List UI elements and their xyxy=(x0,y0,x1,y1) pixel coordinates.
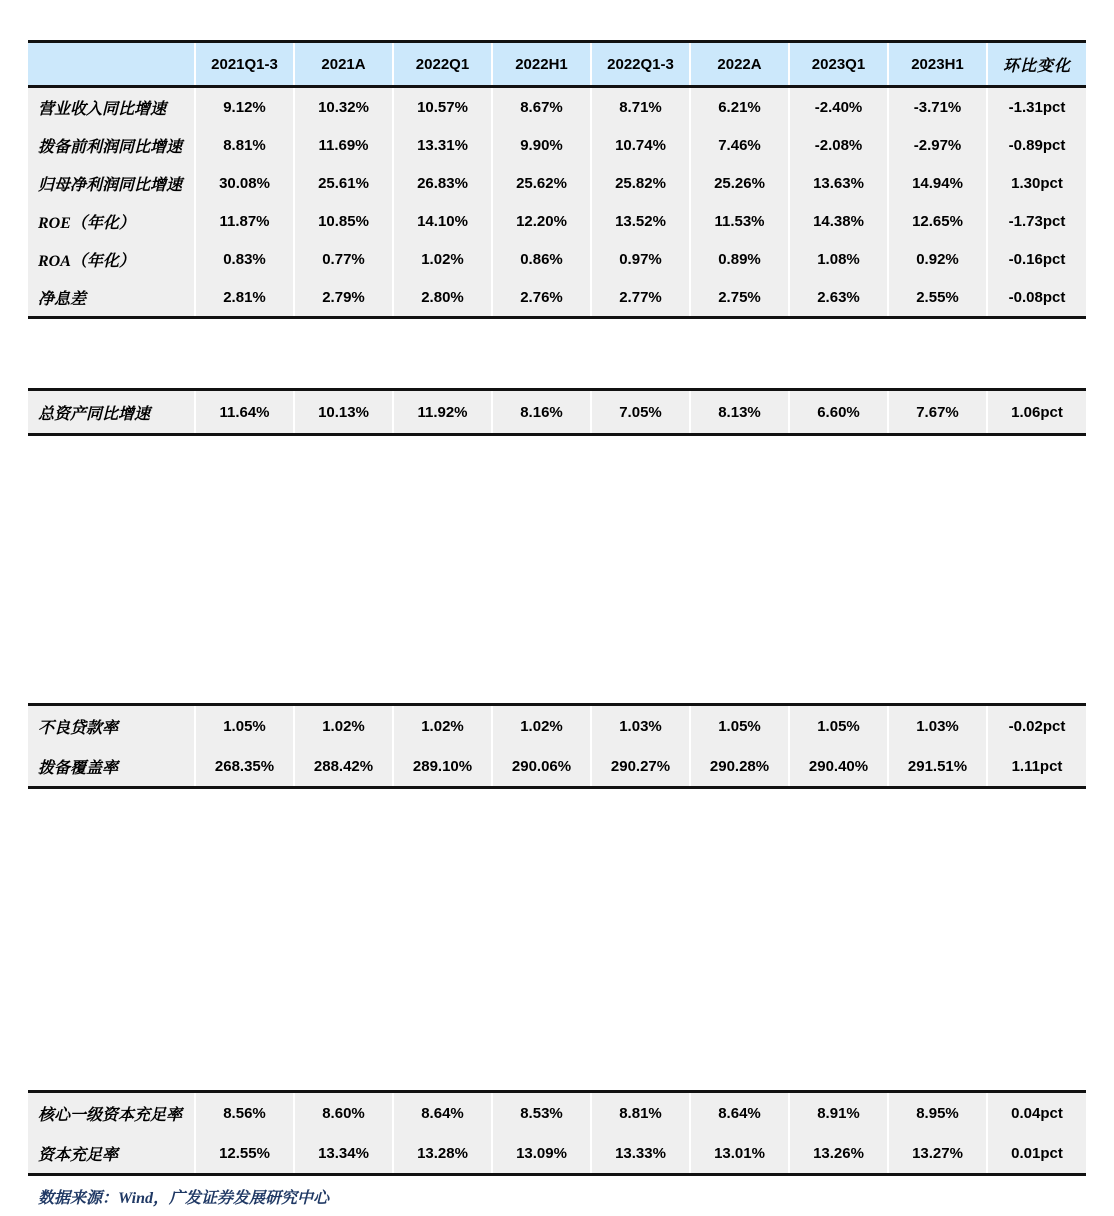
cell-value: 0.01pct xyxy=(987,1133,1086,1175)
cell-value: 290.06% xyxy=(492,746,591,788)
cell-value: 8.53% xyxy=(492,1092,591,1134)
cell-value: 0.92% xyxy=(888,240,987,278)
cell-value: 0.89% xyxy=(690,240,789,278)
cell-value: 1.03% xyxy=(888,705,987,747)
cell-value: 1.11pct xyxy=(987,746,1086,788)
cell-value: 8.91% xyxy=(789,1092,888,1134)
cell-value: 10.57% xyxy=(393,87,492,127)
cell-value: 12.55% xyxy=(195,1133,294,1175)
cell-value: 290.40% xyxy=(789,746,888,788)
cell-value: 12.20% xyxy=(492,202,591,240)
cell-value: 13.26% xyxy=(789,1133,888,1175)
column-header: 2022H1 xyxy=(492,42,591,87)
cell-value: -0.02pct xyxy=(987,705,1086,747)
cell-value: -0.08pct xyxy=(987,278,1086,318)
cell-value: 8.95% xyxy=(888,1092,987,1134)
cell-value: 7.67% xyxy=(888,390,987,435)
table-row xyxy=(28,390,1086,435)
cell-value: 8.56% xyxy=(195,1092,294,1134)
cell-value: 25.26% xyxy=(690,164,789,202)
cell-value: 2.75% xyxy=(690,278,789,318)
table-row xyxy=(28,705,1086,747)
cell-value: 11.53% xyxy=(690,202,789,240)
table-row xyxy=(28,164,1086,202)
table-row xyxy=(28,87,1086,127)
cell-value: 2.76% xyxy=(492,278,591,318)
column-header: 2022Q1-3 xyxy=(591,42,690,87)
cell-value: 1.30pct xyxy=(987,164,1086,202)
header-row xyxy=(28,42,1086,87)
table-section-asset-quality xyxy=(28,703,1086,789)
cell-value: 9.90% xyxy=(492,126,591,164)
cell-value: 290.27% xyxy=(591,746,690,788)
cell-value: 8.71% xyxy=(591,87,690,127)
cell-value: 8.13% xyxy=(690,390,789,435)
cell-value: 13.52% xyxy=(591,202,690,240)
cell-value: 14.38% xyxy=(789,202,888,240)
cell-value: 7.05% xyxy=(591,390,690,435)
row-label: 拨备覆盖率 xyxy=(28,746,195,788)
cell-value: 11.64% xyxy=(195,390,294,435)
column-header: 2021A xyxy=(294,42,393,87)
cell-value: 6.21% xyxy=(690,87,789,127)
row-label: 资本充足率 xyxy=(28,1133,195,1175)
table-row xyxy=(28,202,1086,240)
cell-value: 13.09% xyxy=(492,1133,591,1175)
cell-value: 8.81% xyxy=(195,126,294,164)
cell-value: 1.02% xyxy=(393,705,492,747)
column-header: 2021Q1-3 xyxy=(195,42,294,87)
cell-value: 25.82% xyxy=(591,164,690,202)
cell-value: 2.79% xyxy=(294,278,393,318)
row-label: 不良贷款率 xyxy=(28,705,195,747)
cell-value: 268.35% xyxy=(195,746,294,788)
cell-value: 10.32% xyxy=(294,87,393,127)
cell-value: 0.04pct xyxy=(987,1092,1086,1134)
table-row xyxy=(28,240,1086,278)
cell-value: 1.08% xyxy=(789,240,888,278)
cell-value: 11.92% xyxy=(393,390,492,435)
cell-value: 14.94% xyxy=(888,164,987,202)
cell-value: 13.33% xyxy=(591,1133,690,1175)
cell-value: 0.97% xyxy=(591,240,690,278)
cell-value: 8.60% xyxy=(294,1092,393,1134)
cell-value: 9.12% xyxy=(195,87,294,127)
cell-value: 13.27% xyxy=(888,1133,987,1175)
cell-value: -2.40% xyxy=(789,87,888,127)
cell-value: 288.42% xyxy=(294,746,393,788)
cell-value: 2.81% xyxy=(195,278,294,318)
column-header: 2022A xyxy=(690,42,789,87)
cell-value: -1.73pct xyxy=(987,202,1086,240)
cell-value: 1.06pct xyxy=(987,390,1086,435)
row-label: 营业收入同比增速 xyxy=(28,87,195,127)
cell-value: 13.31% xyxy=(393,126,492,164)
cell-value: 11.69% xyxy=(294,126,393,164)
cell-value: 1.02% xyxy=(393,240,492,278)
cell-value: 2.80% xyxy=(393,278,492,318)
cell-value: 10.74% xyxy=(591,126,690,164)
cell-value: 25.62% xyxy=(492,164,591,202)
row-label: 拨备前利润同比增速 xyxy=(28,126,195,164)
table-row xyxy=(28,746,1086,788)
cell-value: 2.55% xyxy=(888,278,987,318)
table-section-total-assets xyxy=(28,388,1086,436)
cell-value: 8.64% xyxy=(393,1092,492,1134)
column-header: 2023Q1 xyxy=(789,42,888,87)
cell-value: 8.81% xyxy=(591,1092,690,1134)
row-label: 归母净利润同比增速 xyxy=(28,164,195,202)
column-header: 环比变化 xyxy=(987,42,1086,87)
column-header: 2023H1 xyxy=(888,42,987,87)
cell-value: 7.46% xyxy=(690,126,789,164)
cell-value: 1.02% xyxy=(492,705,591,747)
table-row xyxy=(28,1133,1086,1175)
cell-value: 8.67% xyxy=(492,87,591,127)
table-section-growth-profitability xyxy=(28,40,1086,319)
cell-value: 25.61% xyxy=(294,164,393,202)
cell-value: 0.86% xyxy=(492,240,591,278)
cell-value: 30.08% xyxy=(195,164,294,202)
cell-value: 2.77% xyxy=(591,278,690,318)
row-label: 核心一级资本充足率 xyxy=(28,1092,195,1134)
cell-value: 6.60% xyxy=(789,390,888,435)
table-section-capital-adequacy xyxy=(28,1090,1086,1176)
cell-value: 13.28% xyxy=(393,1133,492,1175)
cell-value: 1.05% xyxy=(690,705,789,747)
cell-value: 8.16% xyxy=(492,390,591,435)
cell-value: -3.71% xyxy=(888,87,987,127)
cell-value: -2.97% xyxy=(888,126,987,164)
source-note: 数据来源：Wind，广发证券发展研究中心 xyxy=(38,1190,329,1207)
cell-value: 2.63% xyxy=(789,278,888,318)
cell-value: -0.89pct xyxy=(987,126,1086,164)
table-row xyxy=(28,126,1086,164)
bank-financial-metrics-table xyxy=(28,40,1086,1208)
cell-value: 0.83% xyxy=(195,240,294,278)
cell-value: 10.13% xyxy=(294,390,393,435)
row-label: 净息差 xyxy=(28,278,195,318)
row-label: 总资产同比增速 xyxy=(28,390,195,435)
cell-value: -1.31pct xyxy=(987,87,1086,127)
cell-value: -2.08% xyxy=(789,126,888,164)
table-row xyxy=(28,1092,1086,1134)
cell-value: 1.02% xyxy=(294,705,393,747)
cell-value: 11.87% xyxy=(195,202,294,240)
header-label-spacer xyxy=(28,42,195,87)
cell-value: 13.34% xyxy=(294,1133,393,1175)
cell-value: 13.01% xyxy=(690,1133,789,1175)
cell-value: 1.05% xyxy=(789,705,888,747)
cell-value: 289.10% xyxy=(393,746,492,788)
cell-value: 1.05% xyxy=(195,705,294,747)
cell-value: 26.83% xyxy=(393,164,492,202)
cell-value: 290.28% xyxy=(690,746,789,788)
cell-value: 13.63% xyxy=(789,164,888,202)
cell-value: 8.64% xyxy=(690,1092,789,1134)
column-header: 2022Q1 xyxy=(393,42,492,87)
cell-value: 0.77% xyxy=(294,240,393,278)
cell-value: 12.65% xyxy=(888,202,987,240)
cell-value: 14.10% xyxy=(393,202,492,240)
cell-value: 1.03% xyxy=(591,705,690,747)
cell-value: 10.85% xyxy=(294,202,393,240)
cell-value: -0.16pct xyxy=(987,240,1086,278)
row-label: ROE（年化） xyxy=(28,202,195,240)
table-row xyxy=(28,278,1086,318)
cell-value: 291.51% xyxy=(888,746,987,788)
row-label: ROA（年化） xyxy=(28,240,195,278)
